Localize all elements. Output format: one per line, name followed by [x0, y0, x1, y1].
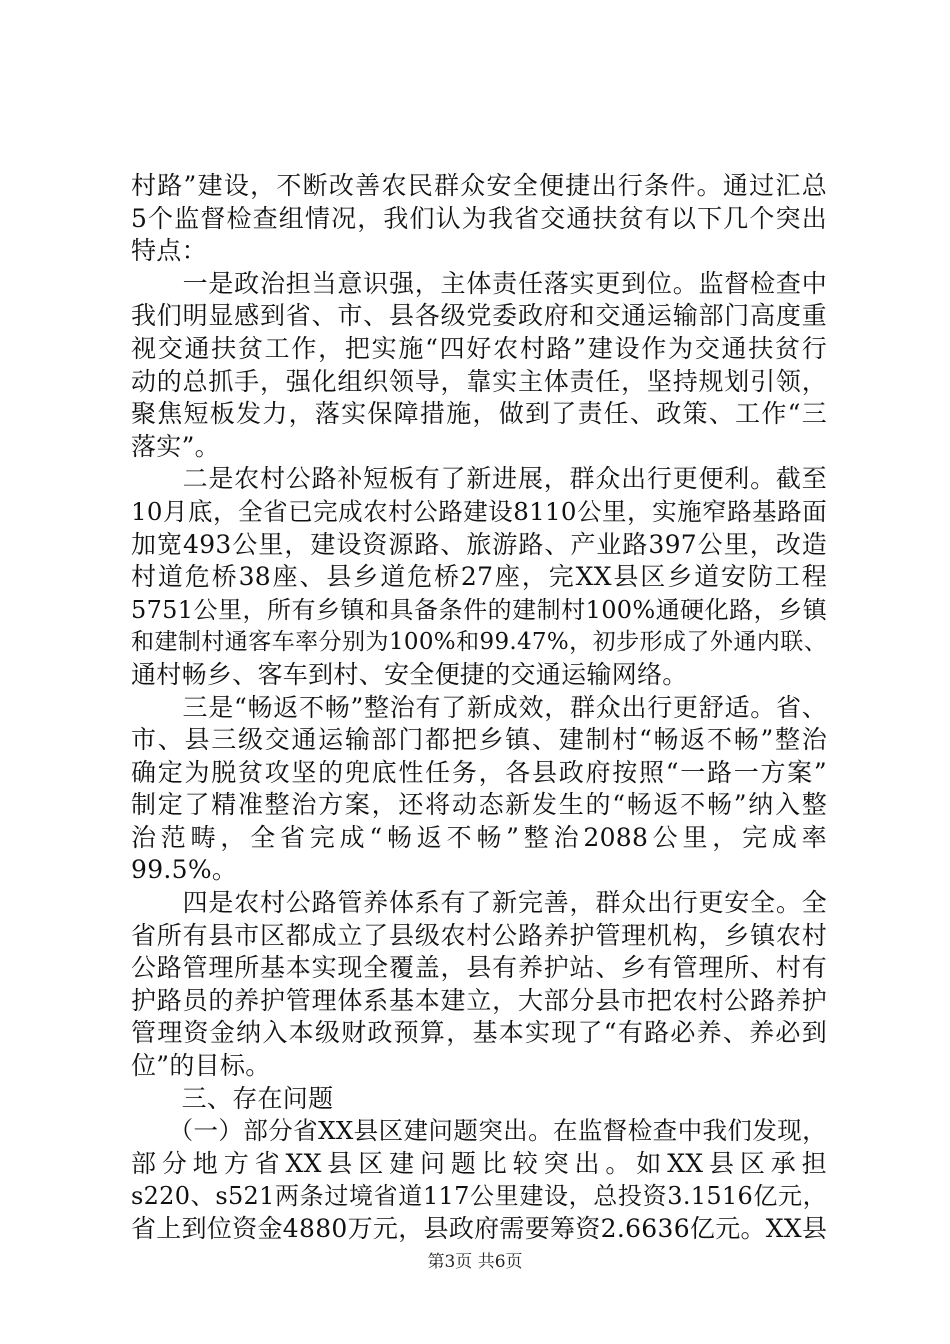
- text-line: 我们明显感到省、市、县各级党委政府和交通运输部门高度重: [131, 301, 827, 331]
- text-line: 公路管理所基本实现全覆盖，县有养护站、乡有管理所、村有: [131, 953, 827, 983]
- text-line: 一是政治担当意识强，主体责任落实更到位。监督检查中: [131, 268, 827, 298]
- text-line: （一）部分省XX县区建问题突出。在监督检查中我们发现，: [131, 1116, 827, 1146]
- text-line: 治范畴，全省完成“畅返不畅”整治2088公里，完成率: [131, 822, 827, 852]
- text-line: 加宽493公里，建设资源路、旅游路、产业路397公里，改造: [131, 529, 827, 559]
- text-line: 二是农村公路补短板有了新进展，群众出行更便利。截至: [131, 464, 827, 494]
- text-line: 10月底，全省已完成农村公路建设8110公里，实施窄路基路面: [131, 496, 827, 526]
- text-line: 位”的目标。: [131, 1051, 271, 1081]
- text-line: 制定了精准整治方案，还将动态新发生的“畅返不畅”纳入整: [131, 790, 827, 820]
- text-line: 省所有县市区都成立了县级农村公路养护管理机构，乡镇农村: [131, 920, 827, 950]
- body-text: [131, 170, 827, 1246]
- text-line: 确定为脱贫攻坚的兜底性任务，各县政府按照“一路一方案”: [131, 757, 827, 787]
- text-line: 省上到位资金4880万元，县政府需要筹资2.6636亿元。XX县: [131, 1214, 828, 1243]
- text-line: 管理资金纳入本级财政预算，基本实现了“有路必养、养必到: [131, 1018, 827, 1048]
- text-line: 5个监督检查组情况，我们认为我省交通扶贫有以下几个突出: [131, 203, 827, 233]
- text-line: 护路员的养护管理体系基本建立，大部分县市把农村公路养护: [131, 985, 827, 1015]
- text-line: 部分地方省XX县区建问题比较突出。如XX县区承担: [131, 1148, 827, 1178]
- text-line: 三、存在问题: [131, 1083, 334, 1113]
- text-line: 四是农村公路管养体系有了新完善，群众出行更安全。全: [131, 888, 827, 918]
- text-line: 和建制村通客车率分别为100%和99.47%，初步形成了外通内联、: [131, 629, 827, 656]
- text-line: 村路”建设，不断改善农民群众安全便捷出行条件。通过汇总: [131, 171, 827, 200]
- text-line: 动的总抓手，强化组织领导，靠实主体责任，坚持规划引领，: [131, 366, 827, 396]
- text-line: 三是“畅返不畅”整治有了新成效，群众出行更舒适。省、: [131, 692, 827, 722]
- text-line: 5751公里，所有乡镇和具备条件的建制村100%通硬化路，乡镇: [131, 595, 827, 624]
- text-line: 村道危桥38座、县乡道危桥27座，完XX县区乡道安防工程: [131, 562, 827, 592]
- text-line: 市、县三级交通运输部门都把乡镇、建制村“畅返不畅”整治: [131, 725, 827, 755]
- text-line: 聚焦短板发力，落实保障措施，做到了责任、政策、工作“三: [131, 399, 827, 429]
- text-line: 特点：: [131, 236, 207, 266]
- text-line: 落实”。: [131, 431, 220, 461]
- text-line: 99.5%。: [131, 855, 238, 885]
- text-line: 通村畅乡、客车到村、安全便捷的交通运输网络。: [131, 659, 688, 689]
- text-line: s220、s521两条过境省道117公里建设，总投资3.1516亿元，: [131, 1182, 827, 1211]
- page-footer: 第3页 共6页: [427, 1252, 523, 1272]
- text-line: 视交通扶贫工作，把实施“四好农村路”建设作为交通扶贫行: [131, 333, 827, 363]
